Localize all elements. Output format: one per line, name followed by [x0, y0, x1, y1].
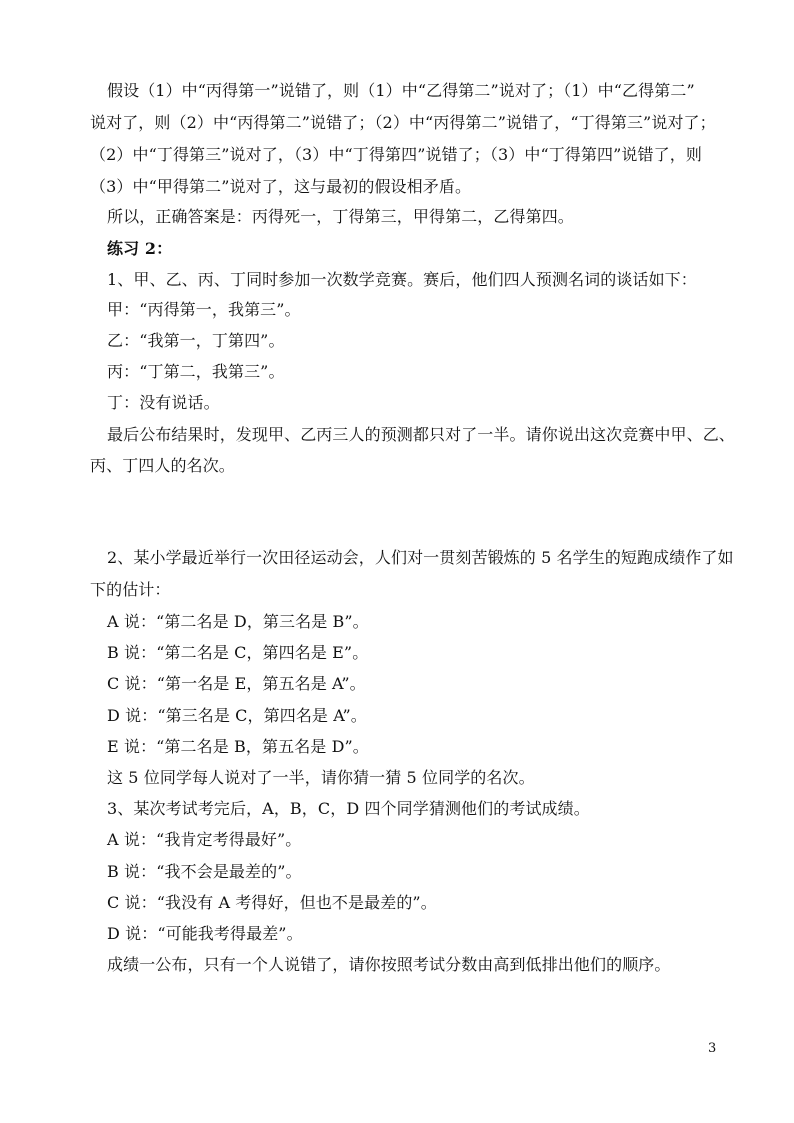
statement-d: D 说：“可能我考得最差”。: [107, 924, 303, 943]
question-2-ask: 这 5 位同学每人说对了一半，请你猜一猜 5 位同学的名次。: [107, 768, 535, 787]
question-1-ask-cont: 丙、丁四人的名次。: [90, 456, 235, 475]
question-3-intro: 3、某次考试考完后，A，B，C，D 四个同学猜测他们的考试成绩。: [107, 799, 590, 818]
statement-d: D 说：“第三名是 C，第四名是 A”。: [107, 706, 367, 725]
paragraph-line: （3）中“甲得第二”说对了，这与最初的假设相矛盾。: [90, 177, 472, 196]
statement-b: B 说：“第二名是 C，第四名是 E”。: [107, 643, 369, 662]
statement-e: E 说：“第二名是 B，第五名是 D”。: [107, 737, 369, 756]
question-2-intro: 2、某小学最近举行一次田径运动会，人们对一贯刻苦锻炼的 5 名学生的短跑成绩作了如: [107, 548, 734, 567]
statement-c: C 说：“我没有 A 考得好，但也不是最差的”。: [107, 893, 437, 912]
statement-jia: 甲：“丙得第一，我第三”。: [107, 300, 301, 319]
exercise-heading: 练习 2：: [107, 239, 173, 258]
paragraph-line: 说对了，则（2）中“丙得第二”说错了；（2）中“丙得第二”说错了，“丁得第三”说对了；: [90, 113, 716, 132]
question-1-ask: 最后公布结果时，发现甲、乙丙三人的预测都只对了一半。请你说出这次竞赛中甲、乙、: [107, 425, 735, 444]
paragraph-line: （2）中“丁得第三”说对了，（3）中“丁得第四”说错了；（3）中“丁得第四”说错了，则: [90, 145, 702, 164]
statement-a: A 说：“第二名是 D，第三名是 B”。: [107, 612, 369, 631]
question-2-intro-cont: 下的估计：: [90, 580, 171, 599]
statement-a: A 说：“我肯定考得最好”。: [107, 830, 302, 849]
question-1-intro: 1、甲、乙、丙、丁同时参加一次数学竞赛。赛后，他们四人预测名词的谈话如下：: [107, 270, 697, 289]
statement-b: B 说：“我不会是最差的”。: [107, 862, 302, 881]
statement-ding: 丁：没有说话。: [107, 393, 220, 412]
statement-yi: 乙：“我第一，丁第四”。: [107, 331, 285, 350]
statement-c: C 说：“第一名是 E，第五名是 A”。: [107, 674, 366, 693]
paragraph-line: 假设（1）中“丙得第一”说错了，则（1）中“乙得第二”说对了；（1）中“乙得第二”: [107, 81, 695, 100]
statement-bing: 丙：“丁第二，我第三”。: [107, 362, 285, 381]
answer-paragraph: 所以，正确答案是：丙得死一，丁得第三，甲得第二，乙得第四。: [107, 207, 574, 226]
page-number: 3: [708, 1041, 717, 1056]
question-3-ask: 成绩一公布，只有一个人说错了，请你按照考试分数由高到低排出他们的顺序。: [107, 955, 671, 974]
